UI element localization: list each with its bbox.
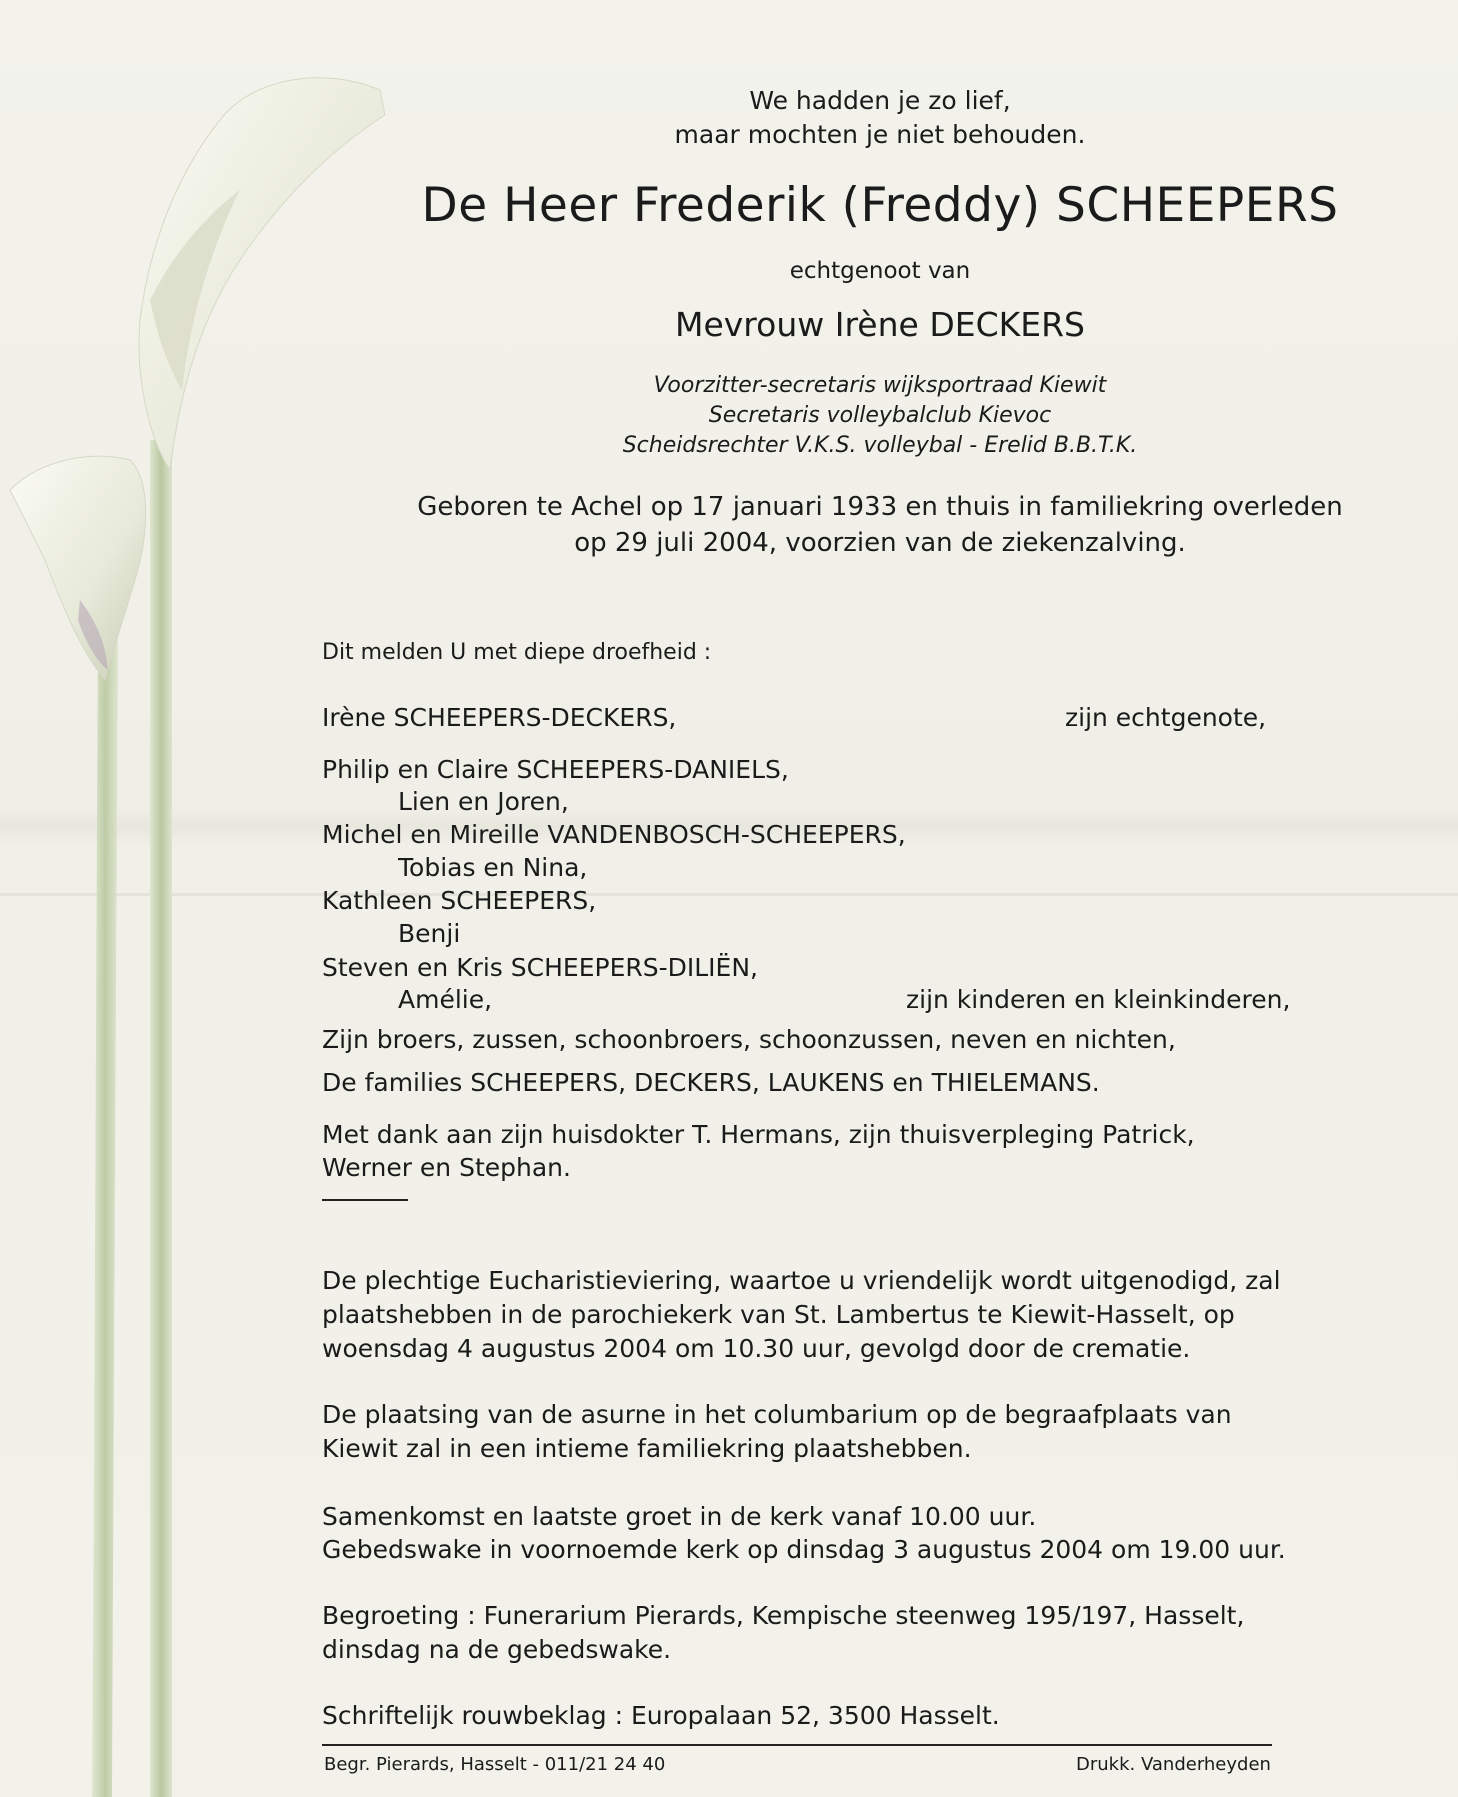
verse-line-2: maar mochten je niet behouden. — [674, 120, 1086, 149]
greeting-line-2: dinsdag na de gebedswake. — [322, 1635, 672, 1664]
greeting-line-1: Begroeting : Funerarium Pierards, Kempische steenweg 195/197, Hasselt, — [322, 1601, 1245, 1630]
ceremony-line-2: plaatshebben in de parochiekerk van St. Lambertus te Kiewit-Hasselt, op — [322, 1300, 1235, 1329]
grandchild-line: Benji — [398, 919, 461, 948]
condolence-address: Schriftelijk rouwbeklag : Europalaan 52, 3500 Hasselt. — [322, 1701, 1000, 1730]
role-line-2: Secretaris volleybalclub Kievoc — [708, 403, 1052, 428]
ceremony-line-3: woensdag 4 augustus 2004 om 10.30 uur, gevolgd door de crematie. — [322, 1334, 1191, 1363]
siblings-line: Zijn broers, zussen, schoonbroers, schoonzussen, neven en nichten, — [322, 1025, 1176, 1054]
child-line: Michel en Mireille VANDENBOSCH-SCHEEPERS, — [322, 820, 906, 849]
verse-line-1: We hadden je zo lief, — [749, 86, 1011, 115]
footer-funeral-home: Begr. Pierards, Hasselt - 011/21 24 40 — [324, 1754, 666, 1775]
ceremony-line-1: De plechtige Eucharistieviering, waartoe u vriendelijk wordt uitgenodigd, zal — [322, 1266, 1281, 1295]
footer-printer: Drukk. Vanderheyden — [1076, 1754, 1271, 1775]
thanks-line-2: Werner en Stephan. — [322, 1153, 571, 1182]
footer-rule — [322, 1744, 1272, 1746]
birth-death-line-2: op 29 juli 2004, voorzien van de ziekenzalving. — [574, 528, 1186, 558]
deceased-name: De Heer Frederik (Freddy) SCHEEPERS — [421, 178, 1339, 233]
child-line: Kathleen SCHEEPERS, — [322, 886, 597, 915]
grandchild-line: Tobias en Nina, — [398, 853, 588, 882]
child-line: Philip en Claire SCHEEPERS-DANIELS, — [322, 755, 789, 784]
section-divider — [322, 1199, 408, 1201]
family-spouse-relation: zijn echtgenote, — [1065, 703, 1267, 732]
role-line-1: Voorzitter-secretaris wijksportraad Kiewit — [653, 373, 1107, 398]
urn-line-2: Kiewit zal in een intieme familiekring plaatshebben. — [322, 1434, 972, 1463]
grandchild-line: Lien en Joren, — [398, 787, 569, 816]
gathering-line-2: Gebedswake in voornoemde kerk op dinsdag 3 augustus 2004 om 19.00 uur. — [322, 1535, 1286, 1564]
thanks-line-1: Met dank aan zijn huisdokter T. Hermans, zijn thuisverpleging Patrick, — [322, 1120, 1195, 1149]
children-relation: zijn kinderen en kleinkinderen, — [906, 985, 1291, 1014]
spouse-name: Mevrouw Irène DECKERS — [675, 305, 1085, 344]
spouse-label: echtgenoot van — [789, 258, 971, 284]
gathering-line-1: Samenkomst en laatste groet in de kerk vanaf 10.00 uur. — [322, 1502, 1037, 1531]
grandchild-line: Amélie, — [398, 985, 493, 1014]
announce-line: Dit melden U met diepe droefheid : — [322, 640, 712, 665]
birth-death-line-1: Geboren te Achel op 17 januari 1933 en thuis in familiekring overleden — [417, 492, 1343, 522]
child-line: Steven en Kris SCHEEPERS-DILIËN, — [322, 953, 758, 982]
urn-line-1: De plaatsing van de asurne in het columbarium op de begraafplaats van — [322, 1400, 1232, 1429]
families-line: De families SCHEEPERS, DECKERS, LAUKENS en THIELEMANS. — [322, 1068, 1100, 1097]
family-spouse: Irène SCHEEPERS-DECKERS, — [322, 703, 677, 732]
role-line-3: Scheidsrechter V.K.S. volleybal - Erelid B.B.T.K. — [622, 433, 1138, 458]
